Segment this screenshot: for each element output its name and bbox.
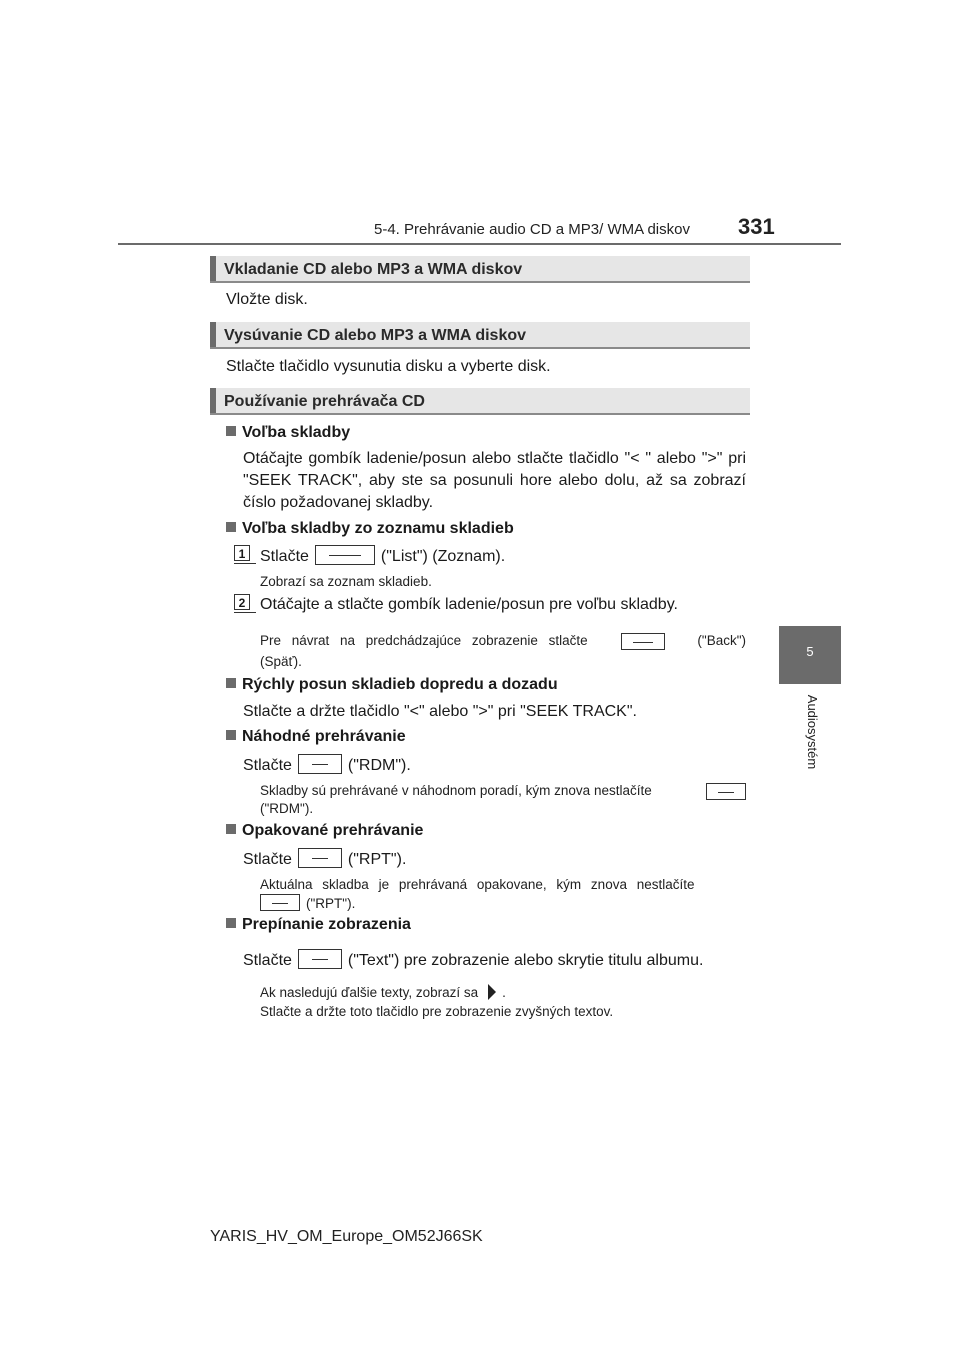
display-text: Stlačte ("Text") pre zobrazenie alebo skrytie titulu albumu. [243, 949, 703, 972]
random-note: Skladby sú prehrávané v náhodnom poradí, kým znova nestlačíte ("RDM"). [260, 782, 746, 818]
rpt-button[interactable] [298, 848, 342, 868]
back-button[interactable] [621, 633, 665, 650]
chapter-label: Audiosystém [805, 694, 820, 770]
repeat-title: Opakované prehrávanie [242, 822, 424, 839]
repeat-text: Stlačte ("RPT"). [243, 848, 406, 871]
play-arrow-icon [488, 984, 496, 1000]
document-code: YARIS_HV_OM_Europe_OM52J66SK [210, 1228, 483, 1245]
random-heading [226, 728, 406, 746]
list-button[interactable] [315, 545, 375, 565]
repeat-note: Aktuálna skladba je prehrávaná opakovane, kým znova nestlačíte ("RPT"). [260, 877, 695, 911]
display-heading [226, 916, 411, 934]
track-select-text: Otáčajte gombík ladenie/posun alebo stlačte tlačidlo "< " alebo ">" pri "SEEK TRACK", aby ste sa posunuli hore alebo dolu, až sa zobrazí číslo požadovanej skladby. [243, 450, 746, 511]
chapter-number: 5 [806, 644, 814, 659]
track-select-heading [226, 424, 350, 442]
rdm-button-small[interactable] [706, 783, 746, 800]
bullet-square-icon [226, 918, 236, 928]
random-text: Stlačte ("RDM"). [243, 754, 411, 777]
display-note-2: Stlačte a držte toto tlačidlo pre zobrazenie zvyšných textov. [260, 1004, 614, 1019]
chapter-label-wrap [758, 694, 838, 770]
bullet-square-icon [226, 824, 236, 834]
step-1-note: Zobrazí sa zoznam skladieb. [260, 574, 432, 589]
random-title: Náhodné prehrávanie [242, 728, 406, 745]
step-2-number: 2 [234, 594, 250, 612]
rpt-button-small[interactable] [260, 894, 300, 911]
fast-heading [226, 676, 558, 694]
step-2-underline [234, 612, 256, 613]
section-heading-player [210, 388, 750, 415]
track-select-title: Voľba skladby [242, 424, 351, 441]
section-heading-label: Používanie prehrávača CD [224, 393, 425, 410]
display-note-1: Ak nasledujú ďalšie texty, zobrazí sa . [260, 985, 506, 1000]
page-number: 331 [738, 214, 775, 239]
repeat-heading [226, 822, 423, 840]
track-list-heading [226, 520, 514, 538]
text-button[interactable] [298, 949, 342, 969]
section-heading-eject [210, 322, 750, 349]
insert-text: Vložte disk. [226, 291, 308, 308]
section-heading-insert [210, 256, 750, 283]
back-note: Pre návrat na predchádzajúce zobrazenie stlačte ("Back") (Späť). [260, 633, 746, 669]
step-1-underline [234, 563, 256, 564]
track-list-title: Voľba skladby zo zoznamu skladieb [242, 520, 514, 537]
fast-title: Rýchly posun skladieb dopredu a dozadu [242, 676, 558, 693]
bullet-square-icon [226, 426, 236, 436]
fast-text: Stlačte a držte tlačidlo "<" alebo ">" pri "SEEK TRACK". [243, 703, 637, 720]
step-1-number: 1 [234, 545, 250, 563]
bullet-square-icon [226, 730, 236, 740]
step-1-text: Stlačte ("List") (Zoznam). [260, 545, 505, 568]
bullet-square-icon [226, 678, 236, 688]
rdm-button[interactable] [298, 754, 342, 774]
bullet-square-icon [226, 522, 236, 532]
eject-text: Stlačte tlačidlo vysunutia disku a vyberte disk. [226, 358, 551, 375]
section-heading-label: Vkladanie CD alebo MP3 a WMA diskov [224, 261, 523, 278]
step-2-text: Otáčajte a stlačte gombík ladenie/posun pre voľbu skladby. [260, 596, 678, 613]
section-heading-label: Vysúvanie CD alebo MP3 a WMA diskov [224, 327, 527, 344]
section-title: 5-4. Prehrávanie audio CD a MP3/ WMA diskov [374, 221, 690, 238]
chapter-tab [779, 626, 841, 684]
header-divider [118, 243, 841, 245]
display-title: Prepínanie zobrazenia [242, 916, 411, 933]
